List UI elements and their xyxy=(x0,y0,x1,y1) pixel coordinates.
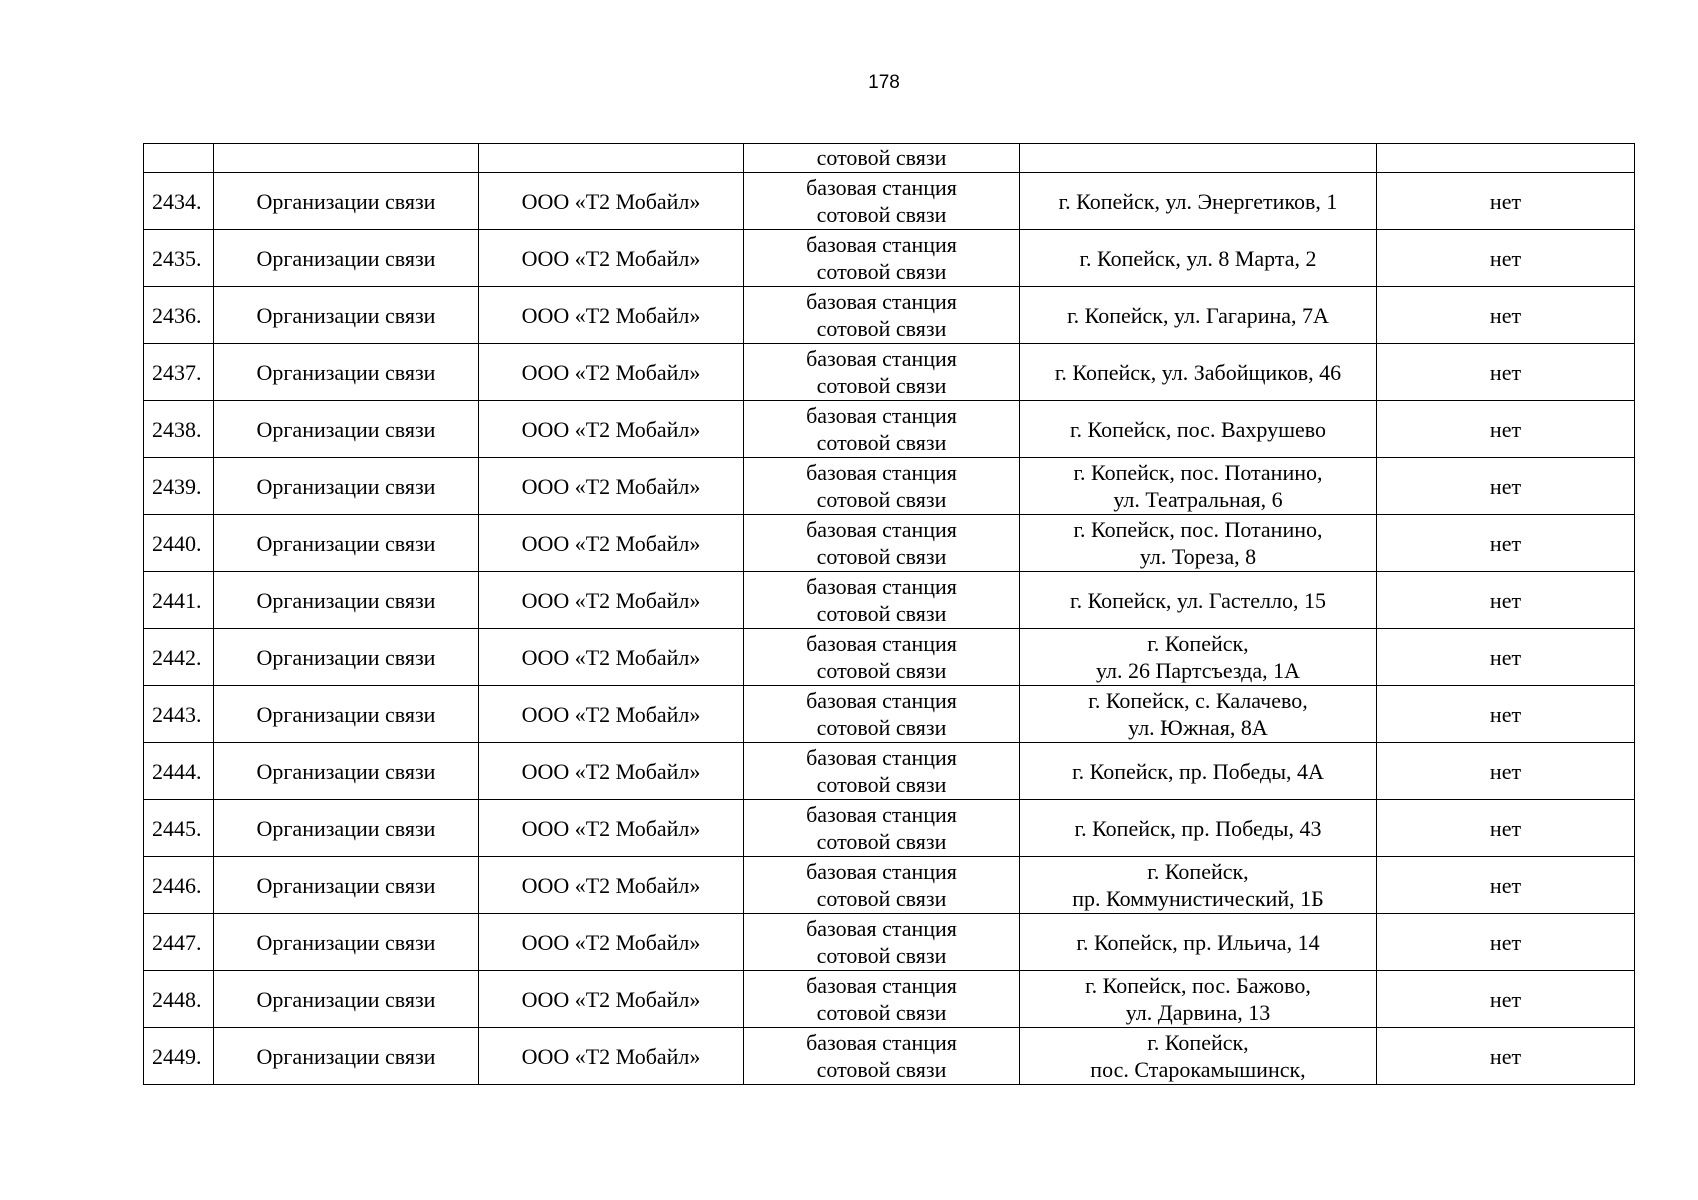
address-line-2: ул. Дарвина, 13 xyxy=(1125,1000,1271,1025)
object-line-2: сотовой связи xyxy=(816,316,947,341)
category-cell: Организации связи xyxy=(214,914,479,971)
address-cell xyxy=(1020,857,1377,914)
address-cell xyxy=(1020,971,1377,1028)
table-row xyxy=(144,857,1635,914)
organization-cell: ООО «Т2 Мобайл» xyxy=(479,515,744,572)
flag-cell: нет xyxy=(1377,743,1635,800)
category-cell xyxy=(214,144,479,173)
object-line-1: базовая станция xyxy=(806,916,957,941)
flag-cell: нет xyxy=(1377,914,1635,971)
continuation-row xyxy=(144,144,1635,173)
table-row xyxy=(144,401,1635,458)
address-cell xyxy=(1020,458,1377,515)
flag-cell: нет xyxy=(1377,344,1635,401)
address-line-1: г. Копейск, ул. Гастелло, 15 xyxy=(1070,587,1326,613)
object-line-1: базовая станция xyxy=(806,517,957,542)
row-number xyxy=(144,144,214,173)
category-cell: Организации связи xyxy=(214,173,479,230)
object-line-1: базовая станция xyxy=(806,289,957,314)
object-cell xyxy=(744,458,1020,515)
address-line-1: г. Копейск, пос. Потанино, xyxy=(1073,517,1323,542)
address-cell xyxy=(1020,1028,1377,1085)
object-line-2: сотовой связи xyxy=(816,487,947,512)
row-number: 2435. xyxy=(144,230,214,287)
address-line-2: ул. Южная, 8А xyxy=(1128,715,1268,740)
organization-cell: ООО «Т2 Мобайл» xyxy=(479,230,744,287)
organization-cell xyxy=(479,144,744,173)
object-line-1: базовая станция xyxy=(806,859,957,884)
address-line-2: ул. 26 Партсъезда, 1А xyxy=(1095,658,1301,683)
flag-cell: нет xyxy=(1377,857,1635,914)
category-cell: Организации связи xyxy=(214,743,479,800)
object-line-2: сотовой связи xyxy=(816,1000,947,1025)
address-line-1: г. Копейск, xyxy=(1147,631,1249,656)
table-row xyxy=(144,287,1635,344)
address-cell xyxy=(1020,344,1377,401)
category-cell: Организации связи xyxy=(214,287,479,344)
category-cell: Организации связи xyxy=(214,857,479,914)
object-line-1: базовая станция xyxy=(806,802,957,827)
flag-cell: нет xyxy=(1377,230,1635,287)
organization-cell: ООО «Т2 Мобайл» xyxy=(479,800,744,857)
table-row xyxy=(144,458,1635,515)
address-line-1: г. Копейск, xyxy=(1147,859,1249,884)
flag-cell: нет xyxy=(1377,572,1635,629)
organization-cell: ООО «Т2 Мобайл» xyxy=(479,914,744,971)
address-cell xyxy=(1020,287,1377,344)
object-line-1: базовая станция xyxy=(806,631,957,656)
address-cell xyxy=(1020,230,1377,287)
object-cell xyxy=(744,230,1020,287)
organization-cell: ООО «Т2 Мобайл» xyxy=(479,743,744,800)
object-line-1: базовая станция xyxy=(806,1030,957,1055)
object-line-1: базовая станция xyxy=(806,688,957,713)
organization-cell: ООО «Т2 Мобайл» xyxy=(479,401,744,458)
table-row xyxy=(144,344,1635,401)
category-cell: Организации связи xyxy=(214,629,479,686)
address-cell xyxy=(1020,401,1377,458)
object-line-2: сотовой связи xyxy=(816,601,947,626)
object-line-2: сотовой связи xyxy=(816,202,947,227)
table-row xyxy=(144,515,1635,572)
object-line-2: сотовой связи xyxy=(816,259,947,284)
organization-cell: ООО «Т2 Мобайл» xyxy=(479,1028,744,1085)
organization-cell: ООО «Т2 Мобайл» xyxy=(479,857,744,914)
address-line-2: пр. Коммунистический, 1Б xyxy=(1072,886,1324,911)
object-cell xyxy=(744,515,1020,572)
object-line-2: сотовой связи xyxy=(816,373,947,398)
address-line-1: г. Копейск, пос. Бажово, xyxy=(1085,973,1311,998)
table-row xyxy=(144,230,1635,287)
row-number: 2436. xyxy=(144,287,214,344)
row-number: 2448. xyxy=(144,971,214,1028)
table-row xyxy=(144,629,1635,686)
object-line-2: сотовой связи xyxy=(816,943,947,968)
address-cell xyxy=(1020,743,1377,800)
row-number: 2441. xyxy=(144,572,214,629)
table-row xyxy=(144,971,1635,1028)
address-line-1: г. Копейск, ул. Забойщиков, 46 xyxy=(1054,359,1342,385)
category-cell: Организации связи xyxy=(214,1028,479,1085)
table-row xyxy=(144,800,1635,857)
address-cell xyxy=(1020,800,1377,857)
object-cell xyxy=(744,971,1020,1028)
address-line-1: г. Копейск, пр. Ильича, 14 xyxy=(1076,929,1320,955)
registry-table-body xyxy=(144,144,1635,1085)
category-cell: Организации связи xyxy=(214,401,479,458)
object-line-1: базовая станция xyxy=(806,403,957,428)
address-line-1: г. Копейск, xyxy=(1147,1030,1249,1055)
row-number: 2442. xyxy=(144,629,214,686)
address-line-1: г. Копейск, с. Калачево, xyxy=(1088,688,1308,713)
address-line-1: г. Копейск, пос. Потанино, xyxy=(1073,460,1323,485)
object-cell: сотовой связи xyxy=(744,144,1020,173)
row-number: 2447. xyxy=(144,914,214,971)
object-cell xyxy=(744,287,1020,344)
category-cell: Организации связи xyxy=(214,230,479,287)
category-cell: Организации связи xyxy=(214,515,479,572)
object-line-1: базовая станция xyxy=(806,460,957,485)
object-line-2: сотовой связи xyxy=(816,829,947,854)
table-row xyxy=(144,686,1635,743)
object-cell xyxy=(744,629,1020,686)
object-cell xyxy=(744,572,1020,629)
flag-cell: нет xyxy=(1377,686,1635,743)
object-cell xyxy=(744,857,1020,914)
object-line-2: сотовой связи xyxy=(816,430,947,455)
page-number: 178 xyxy=(868,72,900,93)
flag-cell: нет xyxy=(1377,800,1635,857)
organization-cell: ООО «Т2 Мобайл» xyxy=(479,173,744,230)
address-line-2: пос. Старокамышинск, xyxy=(1090,1057,1306,1082)
flag-cell: нет xyxy=(1377,401,1635,458)
address-line-2: ул. Театральная, 6 xyxy=(1113,487,1283,512)
object-line-2: сотовой связи xyxy=(816,772,947,797)
address-cell xyxy=(1020,572,1377,629)
address-cell xyxy=(1020,629,1377,686)
flag-cell xyxy=(1377,144,1635,173)
address-line-1: г. Копейск, ул. 8 Марта, 2 xyxy=(1079,245,1317,271)
object-cell xyxy=(744,686,1020,743)
table-row xyxy=(144,572,1635,629)
object-cell xyxy=(744,173,1020,230)
row-number: 2449. xyxy=(144,1028,214,1085)
flag-cell: нет xyxy=(1377,1028,1635,1085)
organization-cell: ООО «Т2 Мобайл» xyxy=(479,458,744,515)
object-cell xyxy=(744,914,1020,971)
object-line-1: базовая станция xyxy=(806,232,957,257)
object-cell xyxy=(744,1028,1020,1085)
organization-cell: ООО «Т2 Мобайл» xyxy=(479,686,744,743)
organization-cell: ООО «Т2 Мобайл» xyxy=(479,344,744,401)
address-cell xyxy=(1020,515,1377,572)
object-line-1: базовая станция xyxy=(806,973,957,998)
flag-cell: нет xyxy=(1377,458,1635,515)
flag-cell: нет xyxy=(1377,515,1635,572)
address-line-1: г. Копейск, пос. Вахрушево xyxy=(1069,416,1327,442)
table-row xyxy=(144,743,1635,800)
flag-cell: нет xyxy=(1377,629,1635,686)
address-line-1: г. Копейск, ул. Гагарина, 7А xyxy=(1067,302,1329,328)
category-cell: Организации связи xyxy=(214,971,479,1028)
flag-cell: нет xyxy=(1377,173,1635,230)
row-number: 2443. xyxy=(144,686,214,743)
category-cell: Организации связи xyxy=(214,572,479,629)
table-row xyxy=(144,1028,1635,1085)
object-line-1: базовая станция xyxy=(806,175,957,200)
category-cell: Организации связи xyxy=(214,686,479,743)
address-cell xyxy=(1020,914,1377,971)
object-cell xyxy=(744,743,1020,800)
object-line-1: базовая станция xyxy=(806,574,957,599)
address-cell xyxy=(1020,173,1377,230)
flag-cell: нет xyxy=(1377,971,1635,1028)
row-number: 2439. xyxy=(144,458,214,515)
address-line-1: г. Копейск, пр. Победы, 43 xyxy=(1074,815,1322,841)
organization-cell: ООО «Т2 Мобайл» xyxy=(479,287,744,344)
row-number: 2446. xyxy=(144,857,214,914)
object-cell xyxy=(744,401,1020,458)
object-line-2: сотовой связи xyxy=(816,715,947,740)
row-number: 2444. xyxy=(144,743,214,800)
registry-table xyxy=(143,143,1635,1085)
row-number: 2437. xyxy=(144,344,214,401)
object-line-1: базовая станция xyxy=(806,346,957,371)
object-line-2: сотовой связи xyxy=(816,544,947,569)
object-line-2: сотовой связи xyxy=(816,886,947,911)
address-line-2: ул. Тореза, 8 xyxy=(1139,544,1257,569)
row-number: 2434. xyxy=(144,173,214,230)
object-line-1: базовая станция xyxy=(806,745,957,770)
category-cell: Организации связи xyxy=(214,344,479,401)
object-line-2: сотовой связи xyxy=(816,1057,947,1082)
address-line-1: г. Копейск, ул. Энергетиков, 1 xyxy=(1058,188,1338,214)
organization-cell: ООО «Т2 Мобайл» xyxy=(479,572,744,629)
object-cell xyxy=(744,344,1020,401)
table-row xyxy=(144,173,1635,230)
address-cell xyxy=(1020,686,1377,743)
organization-cell: ООО «Т2 Мобайл» xyxy=(479,629,744,686)
row-number: 2445. xyxy=(144,800,214,857)
row-number: 2440. xyxy=(144,515,214,572)
organization-cell: ООО «Т2 Мобайл» xyxy=(479,971,744,1028)
category-cell: Организации связи xyxy=(214,800,479,857)
row-number: 2438. xyxy=(144,401,214,458)
category-cell: Организации связи xyxy=(214,458,479,515)
object-cell xyxy=(744,800,1020,857)
object-line-2: сотовой связи xyxy=(816,658,947,683)
address-cell xyxy=(1020,144,1377,173)
address-line-1: г. Копейск, пр. Победы, 4А xyxy=(1072,758,1324,784)
table-row xyxy=(144,914,1635,971)
flag-cell: нет xyxy=(1377,287,1635,344)
